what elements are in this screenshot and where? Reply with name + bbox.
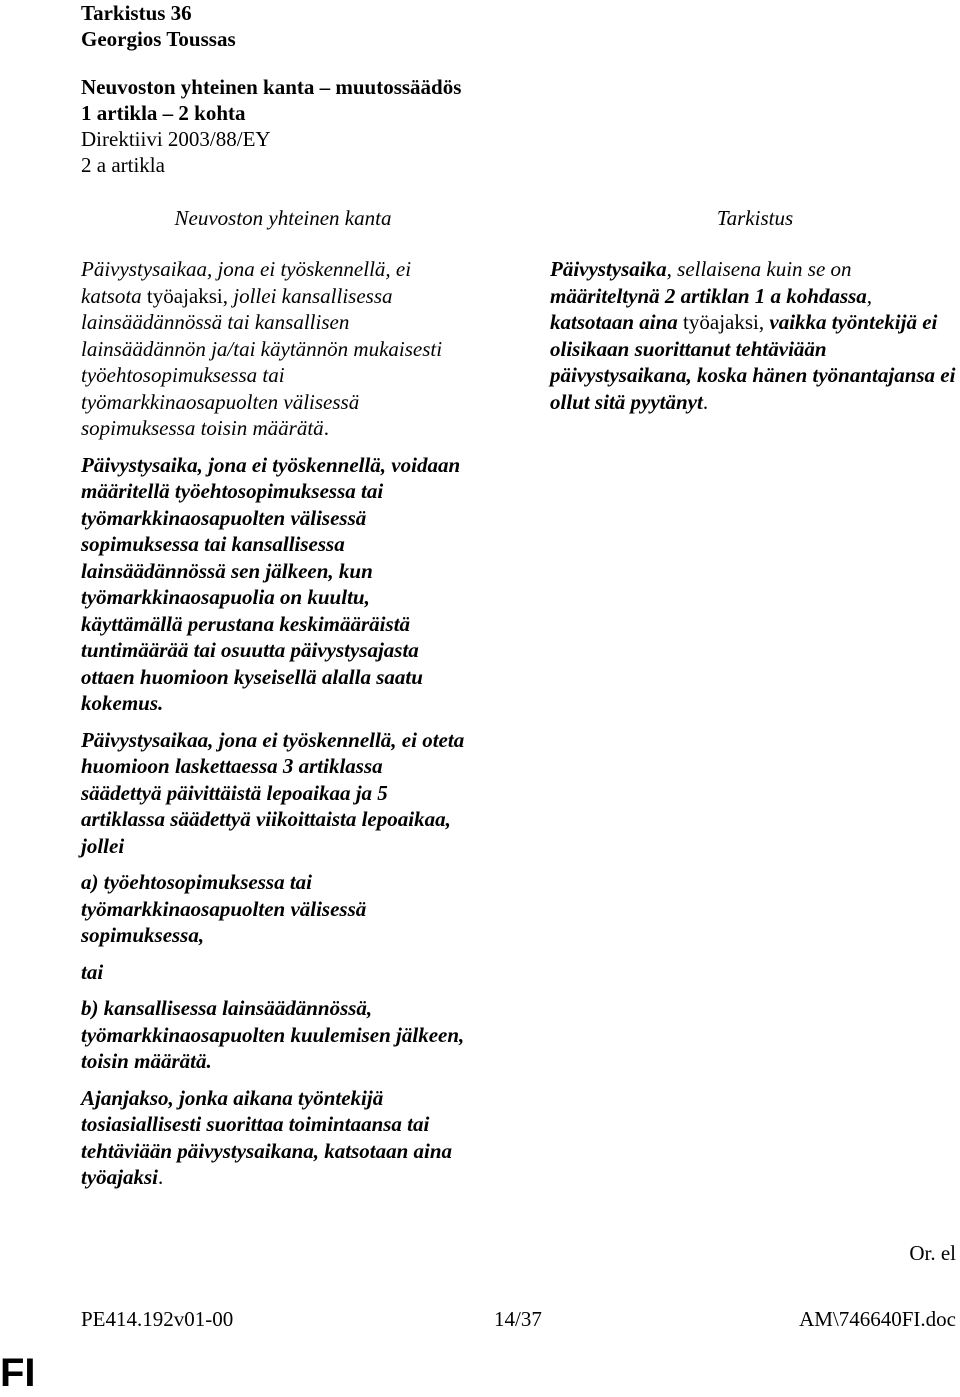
text-run: , sellaisena kuin se on <box>666 257 852 281</box>
left-paragraph-1 <box>81 256 465 442</box>
text-run: . <box>158 1165 164 1189</box>
right-paragraph-1 <box>550 256 960 415</box>
footer-doc-code: PE414.192v01-00 <box>81 1307 234 1331</box>
right-column <box>550 256 960 415</box>
text-run: vaikka työntekijä ei olisikaan suorittanut tehtäviään päivystysaikana, koska hänen työnantajansa ei ollut sitä pyytänyt <box>550 310 956 414</box>
amendment-author: Georgios Toussas <box>81 27 236 51</box>
article-reference: 1 artikla – 2 kohta <box>81 101 246 125</box>
left-column-heading: Neuvoston yhteinen kanta <box>174 206 392 230</box>
footer-file-name: AM\746640FI.doc <box>799 1307 956 1331</box>
left-paragraph-5: tai <box>81 959 104 984</box>
directive-reference: Direktiivi 2003/88/EY <box>81 127 271 151</box>
footer-page-number: 14/37 <box>494 1307 542 1331</box>
right-column-heading: Tarkistus <box>716 206 794 230</box>
original-language: Or. el <box>909 1241 956 1265</box>
text-run: määriteltynä 2 artiklan 1 a kohdassa <box>550 283 867 308</box>
text-run: . <box>323 416 329 440</box>
text-run: , <box>866 283 873 308</box>
left-paragraph-4: a) työehtosopimuksessa tai työmarkkinaosapuolten välisessä sopimuksessa, <box>81 870 367 947</box>
text-run: Päivystysaika <box>550 257 667 281</box>
left-paragraph-6: b) kansallisessa lainsäädännössä, työmarkkinaosapuolten kuulemisen jälkeen, toisin määrätä. <box>81 996 465 1073</box>
left-paragraph-7 <box>81 1085 465 1191</box>
text-run: katsotaan aina <box>550 310 678 334</box>
left-paragraph-3: Päivystysaikaa, jona ei työskennellä, ei oteta huomioon laskettaessa 3 artiklassa säädettyä päivittäistä lepoaikaa ja 5 artiklassa säädettyä viikoittaista lepoaikaa, jollei <box>81 727 465 858</box>
text-run: työajaksi, <box>677 310 770 334</box>
left-column <box>81 256 465 1191</box>
position-reference: Neuvoston yhteinen kanta – muutossäädös <box>81 75 462 99</box>
text-run: Päivystysaikaa, jona ei työskennellä, ei katsota <box>81 257 412 308</box>
text-run: Ajanjakso, jonka aikana työntekijä tosiasiallisesti suorittaa toimintaansa tai tehtäviään päivystysaikana, katsotaan aina työajaksi <box>81 1085 453 1189</box>
text-run: . <box>702 389 709 414</box>
language-code: FI <box>0 1351 36 1395</box>
left-paragraph-2: Päivystysaika, jona ei työskennellä, voidaan määritellä työehtosopimuksessa tai työmarkkinaosapuolten välisessä sopimuksessa tai kansallisessa lainsäädännössä sen jälkeen, kun työmarkkinaosapuolia on kuultu, käyttämällä perustana keskimääräistä tuntimäärää tai osuutta päivystysajasta ottaen huomioon kyseisellä alalla saatu kokemus. <box>81 452 461 715</box>
target-article: 2 a artikla <box>81 153 165 177</box>
text-run: työajaksi, <box>141 283 234 308</box>
amendment-number: Tarkistus 36 <box>81 1 192 25</box>
text-run: jollei kansallisessa lainsäädännössä tai kansallisen lainsäädännön ja/tai käytännön mukaisesti työehtosopimuksessa tai työmarkkinaosapuolten välisessä sopimuksessa toisin määrätä <box>81 283 443 440</box>
